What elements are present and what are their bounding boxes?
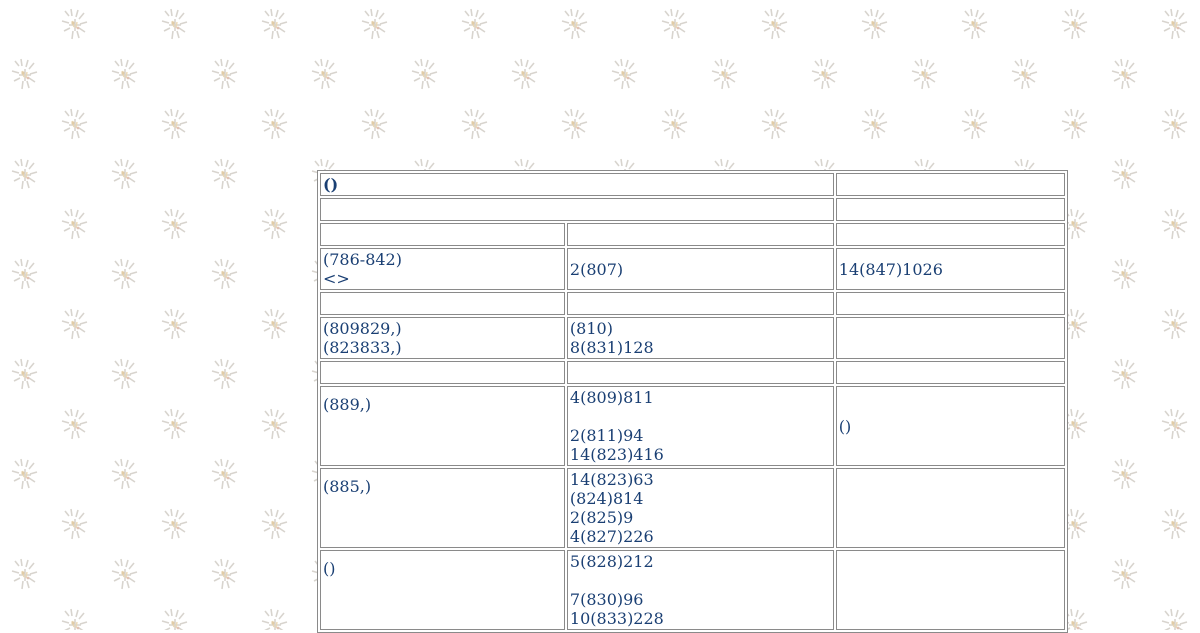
cell-line: 2(825)9 (569, 508, 634, 527)
table-cell (320, 292, 565, 315)
table-cell (320, 223, 565, 246)
table-cell (567, 223, 834, 246)
cell-line: (824)814 (569, 489, 644, 508)
content-area (317, 170, 1068, 633)
cell-line: (786-842) (323, 250, 402, 269)
table-cell (836, 173, 1065, 196)
table-cell (320, 198, 834, 221)
cell-line: 14(823)416 (569, 445, 664, 464)
cell-line: (809829,) (323, 319, 402, 338)
cell-line: (810) (569, 319, 613, 338)
cell-line: 7(830)96 (569, 590, 644, 609)
table-cell (567, 386, 834, 466)
cell-line: 5(828)212 (569, 552, 654, 571)
table-cell (567, 292, 834, 315)
table-cell: 2(807) (567, 248, 834, 290)
table-cell (320, 317, 565, 359)
table-row (320, 173, 1065, 196)
table-cell (836, 317, 1065, 359)
table-row (320, 468, 1065, 548)
cell-line: <> (323, 269, 350, 288)
table-cell: (889,) (320, 386, 565, 466)
table-cell (836, 223, 1065, 246)
table-cell (836, 468, 1065, 548)
cell-line: 4(827)226 (569, 527, 654, 546)
table-row (320, 223, 1065, 246)
table-cell: 14(847)1026 (836, 248, 1065, 290)
table-cell (567, 550, 834, 630)
cell-line: 10(833)228 (569, 609, 664, 628)
table-row (320, 248, 1065, 290)
table-cell (320, 248, 565, 290)
cell-line: 14(823)63 (569, 470, 654, 489)
table-row (320, 317, 1065, 359)
table-row (320, 361, 1065, 384)
table-cell (567, 317, 834, 359)
table-cell (567, 468, 834, 548)
table-cell (320, 361, 565, 384)
line-gap (570, 571, 831, 590)
table-row (320, 550, 1065, 630)
cell-line: 4(809)811 (569, 388, 654, 407)
table-row (320, 386, 1065, 466)
table-cell: (885,) (320, 468, 565, 548)
cell-line: (823833,) (323, 338, 402, 357)
table-cell (567, 361, 834, 384)
table-cell (836, 550, 1065, 630)
cell-line: 8(831)128 (569, 338, 654, 357)
table-cell (836, 361, 1065, 384)
line-gap (570, 407, 831, 426)
table-cell (836, 198, 1065, 221)
table-cell (836, 292, 1065, 315)
table-title-cell: () (320, 173, 834, 196)
cell-line: 2(811)94 (569, 426, 644, 445)
table-cell: () (836, 386, 1065, 466)
table-row (320, 292, 1065, 315)
data-table (317, 170, 1068, 633)
table-cell: () (320, 550, 565, 630)
table-row (320, 198, 1065, 221)
